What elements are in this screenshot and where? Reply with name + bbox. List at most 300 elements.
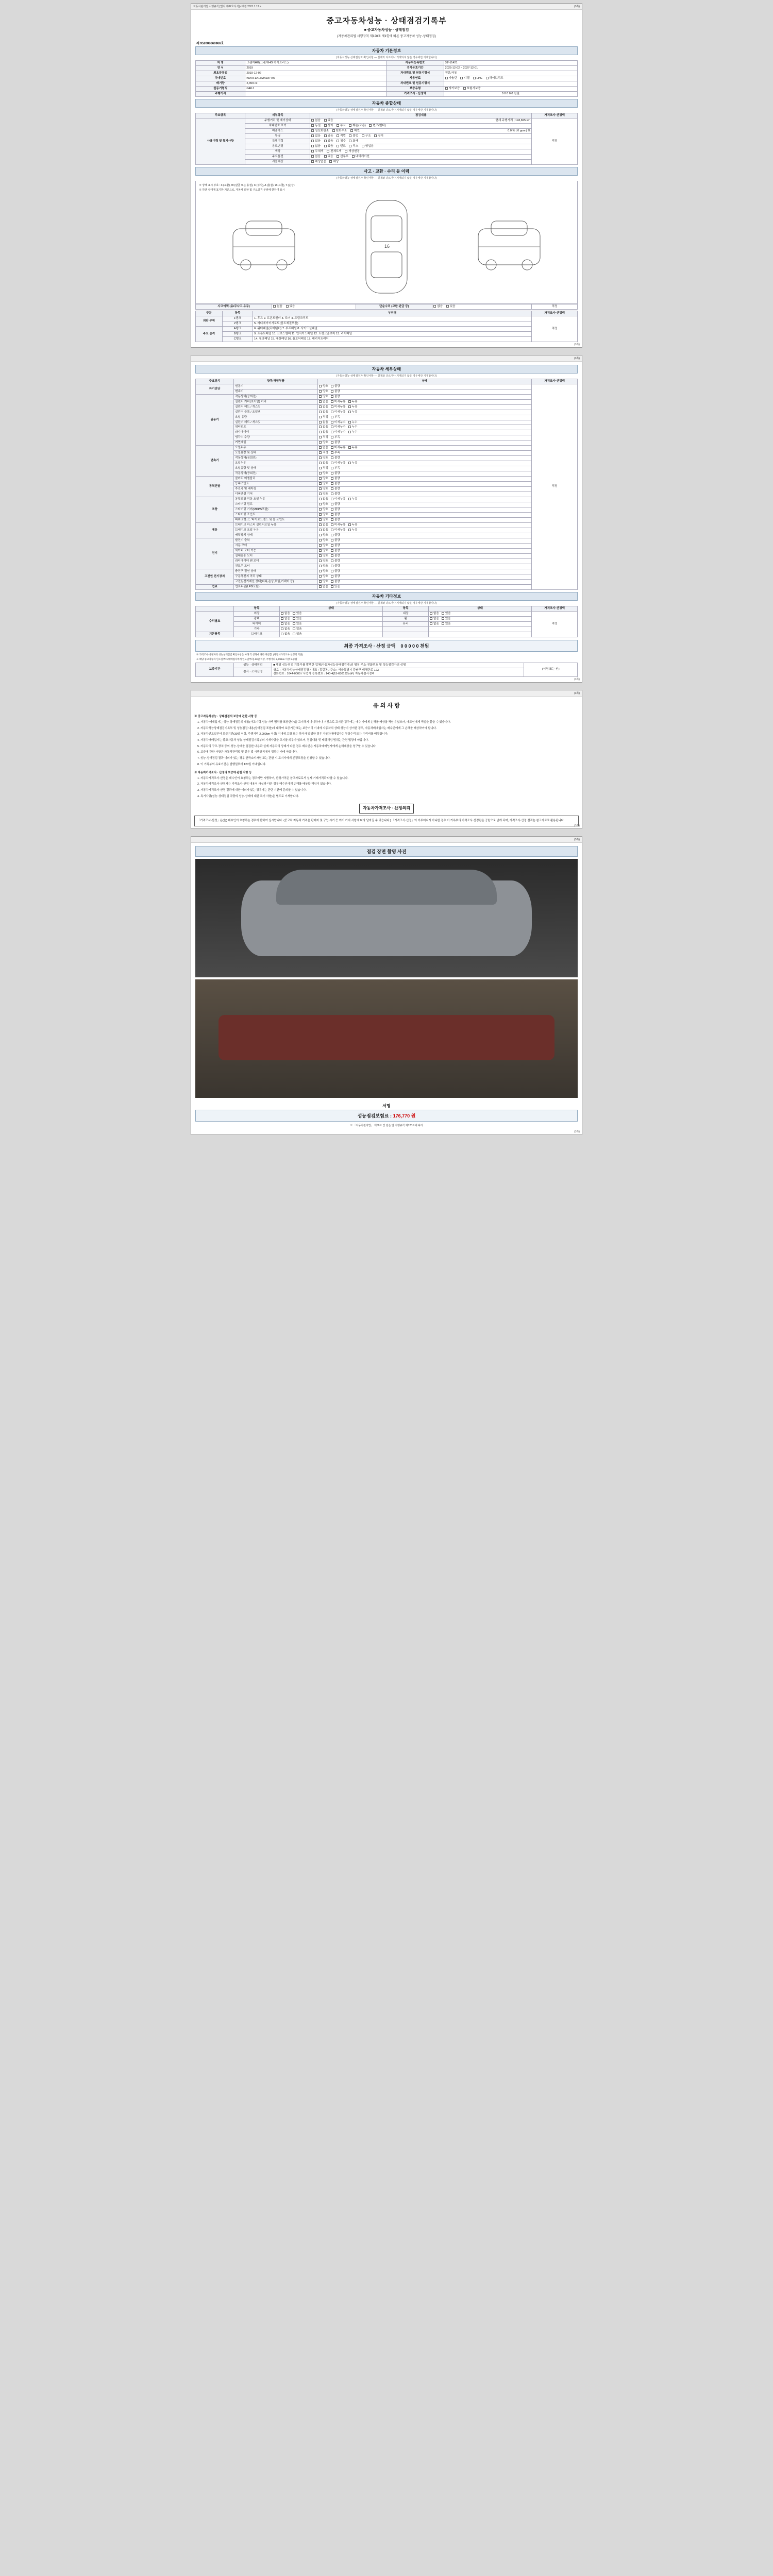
checkbox-icon[interactable]	[349, 134, 351, 137]
checkbox-option[interactable]	[331, 482, 340, 486]
checkbox-icon[interactable]	[348, 426, 351, 428]
checkbox-icon[interactable]	[281, 628, 283, 630]
checkbox-option[interactable]	[331, 487, 340, 491]
checkbox-option[interactable]	[369, 124, 385, 128]
checkbox-icon[interactable]	[319, 508, 322, 511]
checkbox-icon[interactable]	[486, 77, 489, 79]
checkbox-option[interactable]	[348, 462, 358, 465]
checkbox-icon[interactable]	[319, 451, 322, 454]
checkbox-option[interactable]	[319, 539, 328, 543]
checkbox-option[interactable]	[374, 134, 383, 138]
checkbox-icon[interactable]	[331, 513, 333, 516]
checkbox-icon[interactable]	[311, 155, 314, 158]
checkbox-icon[interactable]	[311, 160, 314, 163]
checkbox-option[interactable]	[319, 395, 328, 399]
checkbox-option[interactable]	[331, 560, 340, 563]
checkbox-icon[interactable]	[311, 140, 314, 142]
checkbox-icon[interactable]	[331, 456, 333, 459]
checkbox-option[interactable]	[319, 451, 328, 455]
checkbox-option[interactable]	[331, 493, 340, 496]
checkbox-icon[interactable]	[319, 390, 322, 393]
checkbox-icon[interactable]	[348, 498, 351, 500]
checkbox-option[interactable]	[331, 385, 340, 388]
checkbox-icon[interactable]	[337, 134, 339, 137]
checkbox-option[interactable]	[319, 400, 328, 404]
checkbox-option[interactable]	[319, 544, 328, 548]
checkbox-icon[interactable]	[331, 498, 333, 500]
checkbox-icon[interactable]	[311, 124, 314, 127]
checkbox-icon[interactable]	[430, 612, 432, 615]
checkbox-icon[interactable]	[473, 77, 476, 79]
checkbox-option[interactable]	[319, 472, 328, 476]
checkbox-icon[interactable]	[329, 160, 332, 163]
checkbox-icon[interactable]	[324, 145, 327, 147]
checkbox-option[interactable]	[331, 477, 340, 481]
checkbox-icon[interactable]	[348, 400, 351, 403]
checkbox-option[interactable]	[319, 575, 328, 579]
checkbox-option[interactable]	[331, 503, 340, 506]
checkbox-icon[interactable]	[430, 617, 432, 620]
checkbox-icon[interactable]	[332, 129, 335, 132]
checkbox-icon[interactable]	[348, 411, 351, 413]
checkbox-icon[interactable]	[293, 612, 295, 615]
checkbox-icon[interactable]	[348, 446, 351, 449]
checkbox-option[interactable]	[446, 305, 456, 309]
checkbox-option[interactable]	[348, 529, 358, 532]
checkbox-icon[interactable]	[331, 544, 333, 547]
checkbox-icon[interactable]	[319, 529, 322, 531]
checkbox-icon[interactable]	[349, 140, 351, 142]
checkbox-option[interactable]	[337, 155, 348, 159]
checkbox-icon[interactable]	[460, 77, 463, 79]
checkbox-option[interactable]	[324, 140, 333, 143]
checkbox-option[interactable]	[331, 518, 340, 522]
checkbox-option[interactable]	[350, 129, 360, 133]
checkbox-icon[interactable]	[319, 431, 322, 433]
checkbox-icon[interactable]	[331, 508, 333, 511]
checkbox-option[interactable]	[319, 426, 328, 429]
checkbox-icon[interactable]	[319, 411, 322, 413]
checkbox-option[interactable]	[319, 436, 328, 439]
checkbox-option[interactable]	[324, 145, 333, 148]
checkbox-option[interactable]	[273, 305, 282, 309]
checkbox-option[interactable]	[331, 554, 340, 558]
checkbox-icon[interactable]	[319, 477, 322, 480]
checkbox-option[interactable]	[331, 395, 340, 399]
checkbox-option[interactable]	[430, 622, 439, 626]
checkbox-option[interactable]	[331, 575, 340, 579]
checkbox-icon[interactable]	[442, 622, 444, 625]
checkbox-icon[interactable]	[324, 134, 327, 137]
checkbox-option[interactable]	[319, 467, 328, 470]
checkbox-icon[interactable]	[350, 129, 353, 132]
checkbox-icon[interactable]	[319, 554, 322, 557]
checkbox-option[interactable]	[348, 523, 358, 527]
checkbox-option[interactable]	[331, 390, 340, 394]
checkbox-icon[interactable]	[319, 544, 322, 547]
checkbox-option[interactable]	[348, 426, 358, 429]
checkbox-option[interactable]	[311, 119, 321, 123]
checkbox-icon[interactable]	[331, 436, 333, 438]
checkbox-option[interactable]	[430, 617, 439, 621]
checkbox-icon[interactable]	[319, 575, 322, 578]
checkbox-icon[interactable]	[331, 560, 333, 562]
checkbox-option[interactable]	[349, 145, 358, 148]
checkbox-icon[interactable]	[369, 124, 372, 127]
checkbox-option[interactable]	[281, 612, 290, 616]
checkbox-option[interactable]	[319, 513, 328, 517]
checkbox-option[interactable]	[319, 441, 328, 445]
checkbox-icon[interactable]	[331, 482, 333, 485]
checkbox-option[interactable]	[349, 134, 358, 138]
checkbox-option[interactable]	[331, 405, 346, 409]
checkbox-icon[interactable]	[331, 493, 333, 495]
checkbox-option[interactable]	[331, 416, 340, 419]
checkbox-option[interactable]	[311, 129, 329, 133]
checkbox-option[interactable]	[349, 124, 365, 128]
checkbox-icon[interactable]	[319, 385, 322, 387]
checkbox-icon[interactable]	[293, 628, 295, 630]
checkbox-icon[interactable]	[319, 456, 322, 459]
checkbox-icon[interactable]	[319, 441, 322, 444]
checkbox-option[interactable]	[319, 554, 328, 558]
checkbox-icon[interactable]	[319, 421, 322, 423]
checkbox-icon[interactable]	[348, 529, 351, 531]
checkbox-icon[interactable]	[319, 513, 322, 516]
checkbox-option[interactable]	[319, 411, 328, 414]
checkbox-icon[interactable]	[324, 124, 327, 127]
checkbox-icon[interactable]	[319, 426, 322, 428]
checkbox-option[interactable]	[324, 124, 333, 128]
checkbox-icon[interactable]	[281, 622, 283, 625]
checkbox-option[interactable]	[311, 150, 323, 154]
checkbox-option[interactable]	[463, 87, 481, 91]
checkbox-option[interactable]	[319, 416, 328, 419]
checkbox-option[interactable]	[331, 508, 340, 512]
checkbox-option[interactable]	[319, 565, 328, 568]
checkbox-option[interactable]	[348, 431, 358, 434]
checkbox-option[interactable]	[331, 421, 346, 425]
checkbox-option[interactable]	[319, 446, 328, 450]
checkbox-icon[interactable]	[331, 503, 333, 505]
checkbox-icon[interactable]	[293, 622, 295, 625]
checkbox-icon[interactable]	[345, 150, 347, 152]
checkbox-option[interactable]	[311, 124, 321, 128]
checkbox-option[interactable]	[319, 385, 328, 388]
checkbox-option[interactable]	[319, 560, 328, 563]
checkbox-icon[interactable]	[337, 140, 339, 142]
checkbox-option[interactable]	[281, 633, 290, 636]
checkbox-option[interactable]	[286, 305, 295, 309]
checkbox-icon[interactable]	[331, 411, 333, 413]
checkbox-option[interactable]	[331, 513, 340, 517]
checkbox-option[interactable]	[281, 622, 290, 626]
checkbox-icon[interactable]	[319, 462, 322, 464]
checkbox-option[interactable]	[486, 77, 503, 80]
checkbox-option[interactable]	[319, 503, 328, 506]
checkbox-icon[interactable]	[331, 477, 333, 480]
checkbox-icon[interactable]	[331, 487, 333, 490]
checkbox-icon[interactable]	[349, 145, 351, 147]
checkbox-option[interactable]	[349, 140, 358, 143]
checkbox-icon[interactable]	[331, 523, 333, 526]
checkbox-option[interactable]	[311, 160, 326, 164]
checkbox-option[interactable]	[319, 487, 328, 491]
checkbox-icon[interactable]	[331, 529, 333, 531]
checkbox-icon[interactable]	[319, 523, 322, 526]
checkbox-icon[interactable]	[331, 451, 333, 454]
checkbox-icon[interactable]	[311, 129, 314, 132]
checkbox-option[interactable]	[324, 155, 333, 159]
checkbox-icon[interactable]	[331, 405, 333, 408]
checkbox-option[interactable]	[331, 411, 346, 414]
checkbox-option[interactable]	[473, 77, 482, 80]
checkbox-icon[interactable]	[319, 585, 322, 588]
checkbox-option[interactable]	[348, 446, 358, 450]
checkbox-option[interactable]	[337, 140, 346, 143]
checkbox-icon[interactable]	[331, 580, 333, 583]
checkbox-option[interactable]	[329, 160, 339, 164]
checkbox-option[interactable]	[331, 400, 346, 404]
checkbox-icon[interactable]	[319, 472, 322, 474]
checkbox-icon[interactable]	[331, 534, 333, 536]
checkbox-option[interactable]	[331, 451, 340, 455]
checkbox-option[interactable]	[293, 622, 302, 626]
checkbox-icon[interactable]	[362, 145, 364, 147]
checkbox-icon[interactable]	[348, 523, 351, 526]
checkbox-option[interactable]	[331, 539, 340, 543]
checkbox-option[interactable]	[311, 155, 321, 159]
checkbox-option[interactable]	[319, 462, 328, 465]
checkbox-option[interactable]	[442, 612, 451, 616]
checkbox-icon[interactable]	[319, 446, 322, 449]
checkbox-option[interactable]	[319, 456, 328, 460]
checkbox-icon[interactable]	[374, 134, 377, 137]
checkbox-option[interactable]	[348, 421, 358, 425]
checkbox-option[interactable]	[352, 155, 369, 159]
checkbox-option[interactable]	[319, 390, 328, 394]
checkbox-icon[interactable]	[324, 155, 327, 158]
checkbox-icon[interactable]	[362, 134, 364, 137]
checkbox-icon[interactable]	[331, 467, 333, 469]
checkbox-icon[interactable]	[331, 416, 333, 418]
checkbox-icon[interactable]	[281, 633, 283, 635]
checkbox-option[interactable]	[362, 134, 371, 138]
checkbox-option[interactable]	[319, 405, 328, 409]
checkbox-icon[interactable]	[331, 472, 333, 474]
checkbox-option[interactable]	[331, 472, 340, 476]
checkbox-option[interactable]	[331, 426, 346, 429]
checkbox-option[interactable]	[293, 628, 302, 631]
checkbox-icon[interactable]	[311, 119, 314, 122]
checkbox-icon[interactable]	[442, 612, 444, 615]
checkbox-icon[interactable]	[319, 570, 322, 572]
checkbox-option[interactable]	[331, 570, 340, 573]
checkbox-option[interactable]	[331, 529, 346, 532]
checkbox-option[interactable]	[281, 617, 290, 621]
checkbox-icon[interactable]	[331, 575, 333, 578]
checkbox-icon[interactable]	[331, 421, 333, 423]
checkbox-option[interactable]	[345, 150, 360, 154]
checkbox-icon[interactable]	[331, 400, 333, 403]
checkbox-icon[interactable]	[352, 155, 355, 158]
checkbox-icon[interactable]	[337, 155, 339, 158]
checkbox-option[interactable]	[327, 150, 342, 154]
checkbox-option[interactable]	[319, 580, 328, 584]
checkbox-option[interactable]	[319, 570, 328, 573]
checkbox-icon[interactable]	[281, 617, 283, 620]
checkbox-option[interactable]	[319, 482, 328, 486]
checkbox-icon[interactable]	[331, 385, 333, 387]
checkbox-icon[interactable]	[463, 87, 466, 90]
checkbox-icon[interactable]	[446, 305, 449, 308]
checkbox-option[interactable]	[324, 119, 333, 123]
checkbox-option[interactable]	[348, 405, 358, 409]
checkbox-icon[interactable]	[319, 549, 322, 552]
checkbox-icon[interactable]	[331, 518, 333, 521]
checkbox-option[interactable]	[337, 124, 346, 128]
checkbox-icon[interactable]	[281, 612, 283, 615]
checkbox-icon[interactable]	[311, 150, 314, 152]
checkbox-icon[interactable]	[319, 534, 322, 536]
checkbox-option[interactable]	[331, 441, 340, 445]
checkbox-icon[interactable]	[337, 145, 339, 147]
checkbox-icon[interactable]	[319, 565, 322, 567]
checkbox-option[interactable]	[293, 612, 302, 616]
checkbox-icon[interactable]	[293, 617, 295, 620]
checkbox-icon[interactable]	[331, 431, 333, 433]
checkbox-icon[interactable]	[273, 305, 276, 308]
checkbox-option[interactable]	[324, 134, 333, 138]
checkbox-icon[interactable]	[319, 482, 322, 485]
checkbox-option[interactable]	[460, 77, 469, 80]
checkbox-option[interactable]	[337, 145, 346, 148]
checkbox-icon[interactable]	[293, 633, 295, 635]
checkbox-option[interactable]	[332, 129, 347, 133]
checkbox-option[interactable]	[348, 400, 358, 404]
checkbox-icon[interactable]	[445, 77, 448, 79]
checkbox-option[interactable]	[293, 617, 302, 621]
checkbox-icon[interactable]	[331, 539, 333, 541]
checkbox-icon[interactable]	[331, 441, 333, 444]
checkbox-option[interactable]	[319, 477, 328, 481]
checkbox-option[interactable]	[362, 145, 374, 148]
checkbox-option[interactable]	[293, 633, 302, 636]
checkbox-icon[interactable]	[319, 518, 322, 521]
checkbox-option[interactable]	[319, 421, 328, 425]
checkbox-option[interactable]	[319, 523, 328, 527]
checkbox-icon[interactable]	[337, 124, 339, 127]
checkbox-option[interactable]	[442, 622, 451, 626]
checkbox-option[interactable]	[319, 508, 328, 512]
checkbox-option[interactable]	[348, 498, 358, 501]
checkbox-option[interactable]	[331, 565, 340, 568]
checkbox-icon[interactable]	[442, 617, 444, 620]
checkbox-option[interactable]	[331, 436, 340, 439]
checkbox-option[interactable]	[337, 134, 346, 138]
checkbox-icon[interactable]	[319, 405, 322, 408]
checkbox-icon[interactable]	[331, 395, 333, 398]
checkbox-option[interactable]	[445, 77, 457, 80]
checkbox-icon[interactable]	[331, 554, 333, 557]
checkbox-icon[interactable]	[319, 436, 322, 438]
checkbox-icon[interactable]	[319, 416, 322, 418]
checkbox-option[interactable]	[311, 145, 321, 148]
checkbox-option[interactable]	[319, 493, 328, 496]
checkbox-option[interactable]	[331, 462, 346, 465]
checkbox-icon[interactable]	[311, 134, 314, 137]
checkbox-option[interactable]	[311, 134, 321, 138]
checkbox-icon[interactable]	[319, 560, 322, 562]
checkbox-option[interactable]	[331, 523, 346, 527]
checkbox-icon[interactable]	[319, 498, 322, 500]
checkbox-icon[interactable]	[430, 622, 432, 625]
checkbox-icon[interactable]	[319, 539, 322, 541]
checkbox-icon[interactable]	[433, 305, 436, 308]
checkbox-option[interactable]	[331, 549, 340, 553]
checkbox-icon[interactable]	[319, 400, 322, 403]
checkbox-icon[interactable]	[349, 124, 351, 127]
checkbox-icon[interactable]	[331, 390, 333, 393]
checkbox-icon[interactable]	[286, 305, 289, 308]
checkbox-icon[interactable]	[319, 580, 322, 583]
checkbox-icon[interactable]	[324, 140, 327, 142]
checkbox-option[interactable]	[433, 305, 443, 309]
checkbox-icon[interactable]	[331, 585, 333, 588]
checkbox-option[interactable]	[319, 534, 328, 537]
checkbox-icon[interactable]	[331, 446, 333, 449]
checkbox-option[interactable]	[281, 628, 290, 631]
checkbox-icon[interactable]	[348, 405, 351, 408]
checkbox-option[interactable]	[319, 585, 328, 589]
checkbox-icon[interactable]	[319, 395, 322, 398]
checkbox-icon[interactable]	[331, 565, 333, 567]
checkbox-icon[interactable]	[311, 145, 314, 147]
checkbox-option[interactable]	[331, 585, 340, 589]
checkbox-icon[interactable]	[327, 150, 329, 152]
checkbox-option[interactable]	[331, 467, 340, 470]
checkbox-icon[interactable]	[319, 503, 322, 505]
checkbox-option[interactable]	[331, 431, 346, 434]
checkbox-option[interactable]	[442, 617, 451, 621]
checkbox-icon[interactable]	[348, 462, 351, 464]
checkbox-option[interactable]	[348, 411, 358, 414]
checkbox-option[interactable]	[319, 549, 328, 553]
checkbox-option[interactable]	[319, 431, 328, 434]
checkbox-icon[interactable]	[319, 487, 322, 490]
checkbox-option[interactable]	[311, 140, 321, 143]
checkbox-option[interactable]	[445, 87, 460, 91]
checkbox-icon[interactable]	[445, 87, 448, 90]
checkbox-option[interactable]	[319, 518, 328, 522]
checkbox-icon[interactable]	[331, 462, 333, 464]
checkbox-option[interactable]	[319, 529, 328, 532]
checkbox-option[interactable]	[319, 498, 328, 501]
checkbox-icon[interactable]	[331, 570, 333, 572]
checkbox-option[interactable]	[331, 498, 346, 501]
checkbox-icon[interactable]	[331, 549, 333, 552]
checkbox-icon[interactable]	[319, 467, 322, 469]
checkbox-option[interactable]	[331, 456, 340, 460]
checkbox-option[interactable]	[331, 534, 340, 537]
checkbox-icon[interactable]	[331, 426, 333, 428]
checkbox-option[interactable]	[430, 612, 439, 616]
checkbox-option[interactable]	[331, 580, 340, 584]
checkbox-option[interactable]	[331, 446, 346, 450]
checkbox-icon[interactable]	[324, 119, 327, 122]
checkbox-option[interactable]	[331, 544, 340, 548]
checkbox-icon[interactable]	[348, 431, 351, 433]
